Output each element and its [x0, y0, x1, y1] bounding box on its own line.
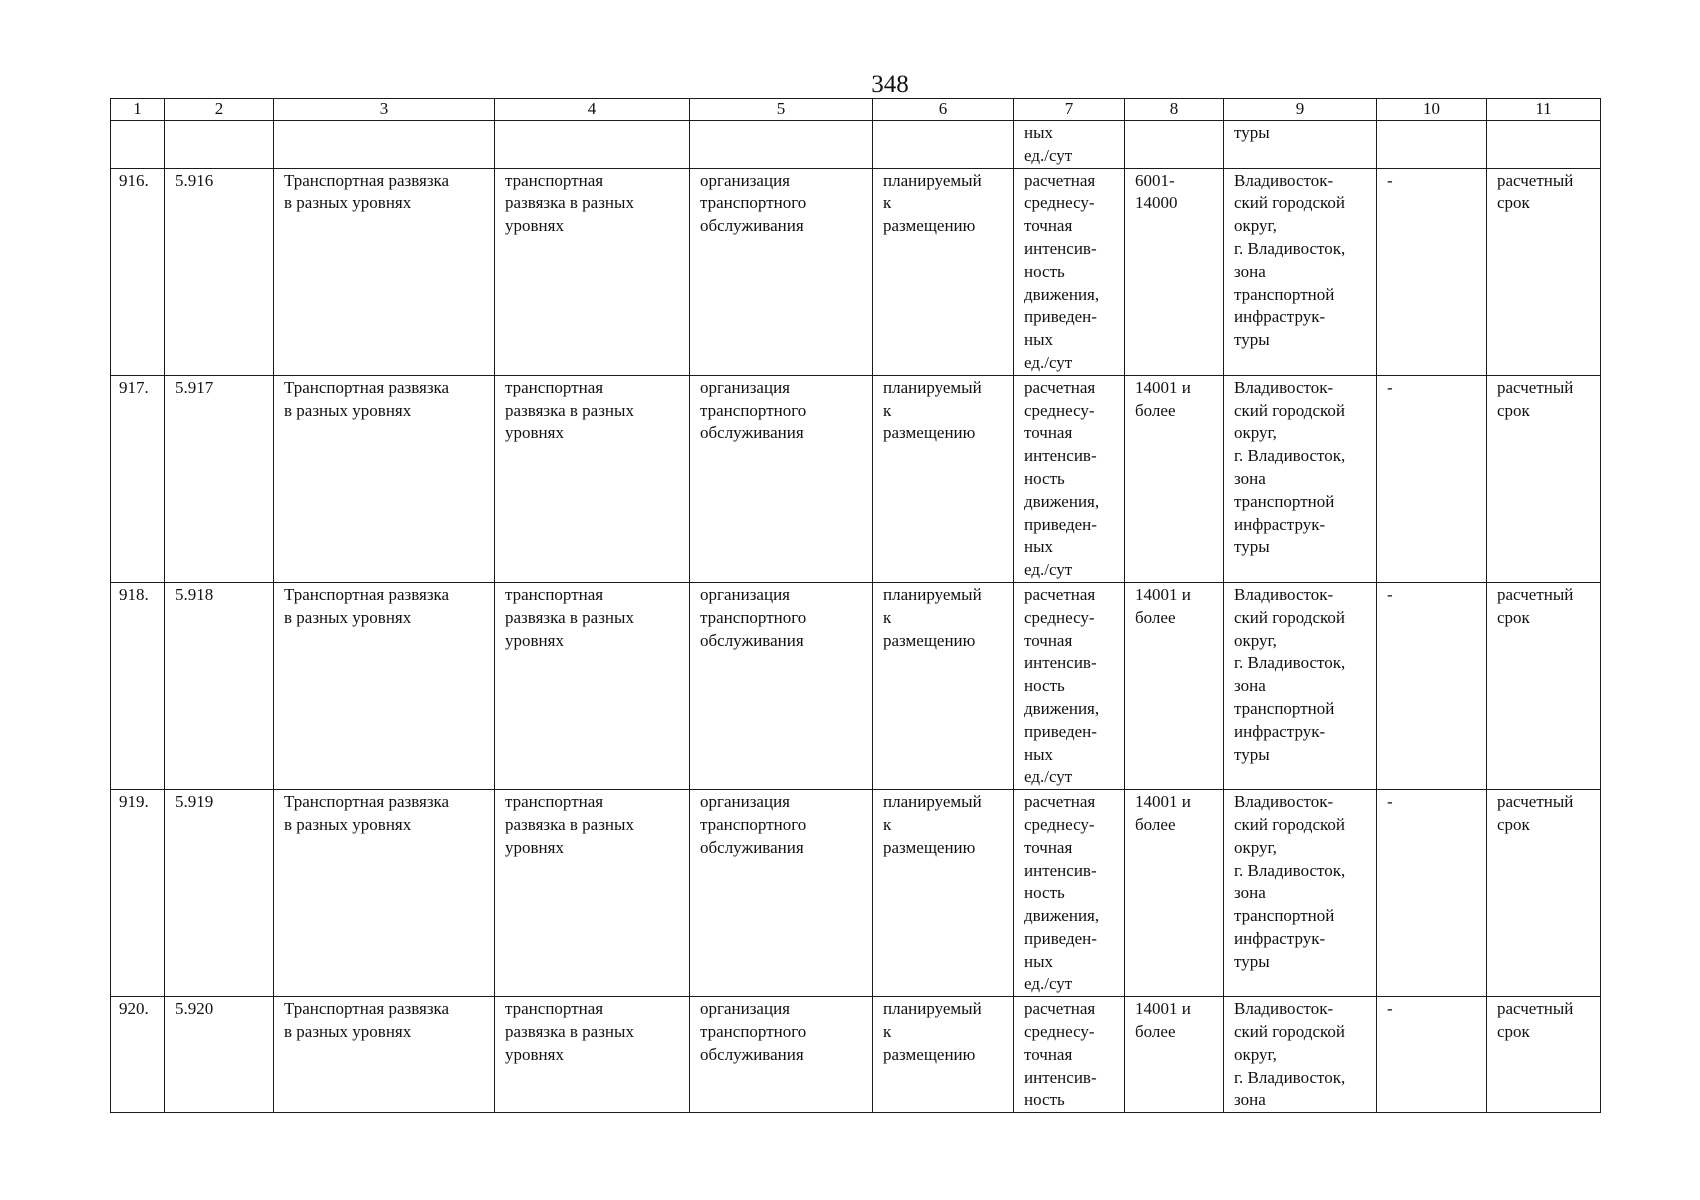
implementation-term: расчетный срок — [1487, 790, 1601, 997]
table-row — [111, 582, 1601, 789]
column-header: 6 — [873, 99, 1014, 121]
object-status: планируемый к размещению — [873, 375, 1014, 582]
row-number: 917. — [111, 375, 165, 582]
object-purpose: организация транспортного обслуживания — [690, 997, 873, 1113]
row-number: 919. — [111, 790, 165, 997]
column-header: 2 — [165, 99, 274, 121]
column-header: 10 — [1377, 99, 1487, 121]
object-characteristic: расчетная среднесу- точная интенсив- ность — [1014, 997, 1125, 1113]
object-location: Владивосток- ский городской округ, г. Владивосток, зона — [1224, 997, 1377, 1113]
table-cell — [274, 121, 495, 169]
object-type: транспортная развязка в разных уровнях — [495, 375, 690, 582]
object-location: Владивосток- ский городской округ, г. Владивосток, зона транспортной инфраструк- туры — [1224, 790, 1377, 997]
object-status: планируемый к размещению — [873, 997, 1014, 1113]
table-row — [111, 375, 1601, 582]
register-table — [110, 98, 1601, 1113]
object-code: 5.917 — [165, 375, 274, 582]
object-location: Владивосток- ский городской округ, г. Владивосток, зона транспортной инфраструк- туры — [1224, 168, 1377, 375]
table-cell: ных ед./сут — [1014, 121, 1125, 169]
row-number: 918. — [111, 582, 165, 789]
implementation-term: расчетный срок — [1487, 375, 1601, 582]
table-cell — [690, 121, 873, 169]
object-code: 5.916 — [165, 168, 274, 375]
restricted-zone: - — [1377, 997, 1487, 1113]
column-header: 3 — [274, 99, 495, 121]
object-code: 5.920 — [165, 997, 274, 1113]
table-cell — [495, 121, 690, 169]
row-number: 920. — [111, 997, 165, 1113]
column-header: 11 — [1487, 99, 1601, 121]
implementation-term: расчетный срок — [1487, 582, 1601, 789]
restricted-zone: - — [1377, 790, 1487, 997]
object-name: Транспортная развязка в разных уровнях — [274, 168, 495, 375]
table-cell — [1377, 121, 1487, 169]
object-purpose: организация транспортного обслуживания — [690, 375, 873, 582]
object-type: транспортная развязка в разных уровнях — [495, 790, 690, 997]
table-cell — [165, 121, 274, 169]
column-header: 9 — [1224, 99, 1377, 121]
object-name: Транспортная развязка в разных уровнях — [274, 790, 495, 997]
object-type: транспортная развязка в разных уровнях — [495, 997, 690, 1113]
column-header: 7 — [1014, 99, 1125, 121]
continuation-row — [111, 121, 1601, 169]
table-cell — [873, 121, 1014, 169]
column-header: 5 — [690, 99, 873, 121]
row-number: 916. — [111, 168, 165, 375]
object-type: транспортная развязка в разных уровнях — [495, 582, 690, 789]
table-row — [111, 997, 1601, 1113]
object-location: Владивосток- ский городской округ, г. Владивосток, зона транспортной инфраструк- туры — [1224, 375, 1377, 582]
restricted-zone: - — [1377, 582, 1487, 789]
object-characteristic: расчетная среднесу- точная интенсив- ность движения, приведен- ных ед./сут — [1014, 582, 1125, 789]
object-status: планируемый к размещению — [873, 582, 1014, 789]
column-header: 1 — [111, 99, 165, 121]
object-name: Транспортная развязка в разных уровнях — [274, 582, 495, 789]
column-header: 8 — [1125, 99, 1224, 121]
object-characteristic: расчетная среднесу- точная интенсив- ность движения, приведен- ных ед./сут — [1014, 375, 1125, 582]
object-characteristic: расчетная среднесу- точная интенсив- ность движения, приведен- ных ед./сут — [1014, 168, 1125, 375]
object-name: Транспортная развязка в разных уровнях — [274, 375, 495, 582]
object-purpose: организация транспортного обслуживания — [690, 582, 873, 789]
table-cell — [1487, 121, 1601, 169]
column-number-row — [111, 99, 1601, 121]
object-status: планируемый к размещению — [873, 168, 1014, 375]
characteristic-value: 14001 и более — [1125, 582, 1224, 789]
implementation-term: расчетный срок — [1487, 168, 1601, 375]
characteristic-value: 14001 и более — [1125, 790, 1224, 997]
table-cell: туры — [1224, 121, 1377, 169]
object-purpose: организация транспортного обслуживания — [690, 790, 873, 997]
restricted-zone: - — [1377, 168, 1487, 375]
table-cell — [1125, 121, 1224, 169]
object-code: 5.918 — [165, 582, 274, 789]
implementation-term: расчетный срок — [1487, 997, 1601, 1113]
object-location: Владивосток- ский городской округ, г. Владивосток, зона транспортной инфраструк- туры — [1224, 582, 1377, 789]
object-name: Транспортная развязка в разных уровнях — [274, 997, 495, 1113]
object-characteristic: расчетная среднесу- точная интенсив- ность движения, приведен- ных ед./сут — [1014, 790, 1125, 997]
restricted-zone: - — [1377, 375, 1487, 582]
table-row — [111, 790, 1601, 997]
page-number: 348 — [871, 71, 909, 98]
object-purpose: организация транспортного обслуживания — [690, 168, 873, 375]
object-status: планируемый к размещению — [873, 790, 1014, 997]
characteristic-value: 6001- 14000 — [1125, 168, 1224, 375]
characteristic-value: 14001 и более — [1125, 375, 1224, 582]
object-code: 5.919 — [165, 790, 274, 997]
table-row — [111, 168, 1601, 375]
characteristic-value: 14001 и более — [1125, 997, 1224, 1113]
object-type: транспортная развязка в разных уровнях — [495, 168, 690, 375]
table-cell — [111, 121, 165, 169]
column-header: 4 — [495, 99, 690, 121]
